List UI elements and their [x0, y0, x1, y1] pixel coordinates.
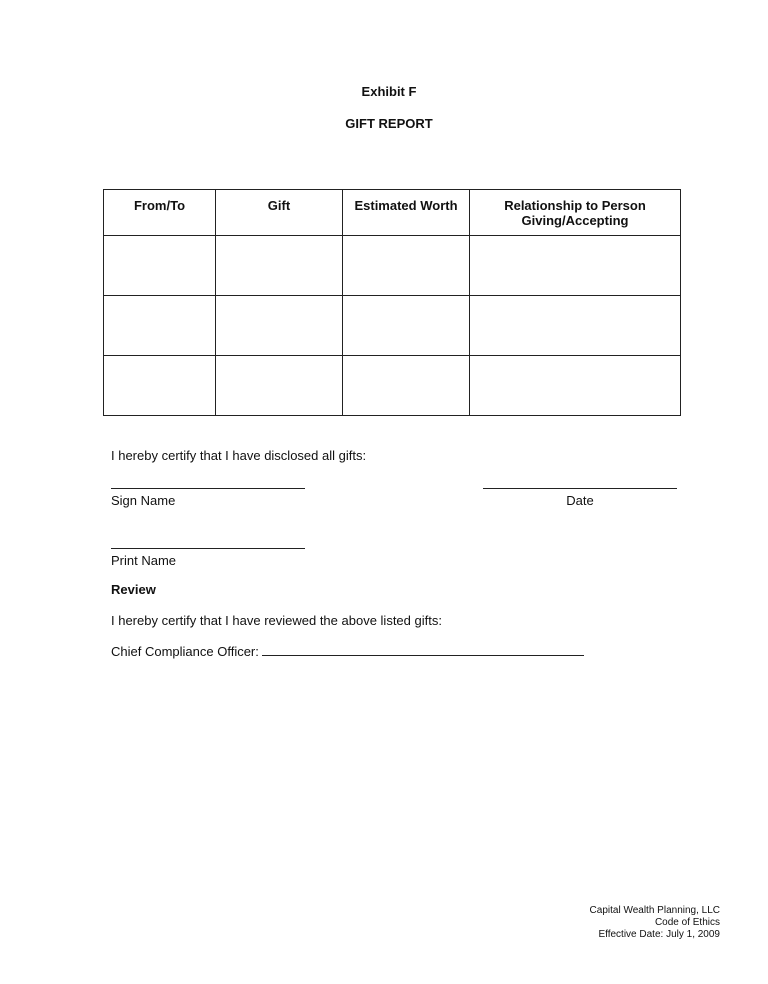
column-header-from-to: From/To: [104, 190, 216, 236]
exhibit-title: Exhibit F: [361, 84, 417, 99]
table-cell[interactable]: [343, 296, 470, 356]
reviewed-statement: I hereby certify that I have reviewed the above listed gifts:: [111, 613, 442, 628]
column-header-gift: Gift: [216, 190, 343, 236]
footer-document: Code of Ethics: [654, 917, 720, 928]
table-cell[interactable]: [470, 236, 681, 296]
table-cell[interactable]: [104, 356, 216, 416]
table-cell[interactable]: [216, 236, 343, 296]
report-title: GIFT REPORT: [345, 116, 433, 131]
table-cell[interactable]: [470, 356, 681, 416]
table-row: [104, 296, 681, 356]
date-line[interactable]: [483, 488, 677, 489]
table-cell[interactable]: [343, 236, 470, 296]
officer-label: Chief Compliance Officer:: [111, 644, 259, 659]
table-cell[interactable]: [104, 296, 216, 356]
table-header-row: [104, 190, 681, 236]
sign-name-line[interactable]: [111, 488, 305, 489]
table-cell[interactable]: [216, 296, 343, 356]
table-cell[interactable]: [343, 356, 470, 416]
column-header-relationship: Relationship to Person Giving/Accepting: [470, 190, 681, 236]
column-header-estimated-worth: Estimated Worth: [343, 190, 470, 236]
table-cell[interactable]: [216, 356, 343, 416]
print-name-label: Print Name: [111, 553, 177, 568]
sign-name-label: Sign Name: [111, 493, 176, 508]
officer-signature-line[interactable]: [262, 655, 584, 656]
table-row: [104, 356, 681, 416]
footer-company: Capital Wealth Planning, LLC: [589, 905, 720, 916]
table-cell[interactable]: [104, 236, 216, 296]
footer-effective-date: Effective Date: July 1, 2009: [598, 929, 720, 940]
gift-table: [103, 189, 681, 416]
date-label: Date: [566, 493, 594, 508]
table-row: [104, 236, 681, 296]
disclosed-statement: I hereby certify that I have disclosed all gifts:: [111, 448, 367, 463]
review-heading: Review: [111, 582, 156, 597]
table-cell[interactable]: [470, 296, 681, 356]
print-name-line[interactable]: [111, 548, 305, 549]
footer: [590, 905, 720, 941]
